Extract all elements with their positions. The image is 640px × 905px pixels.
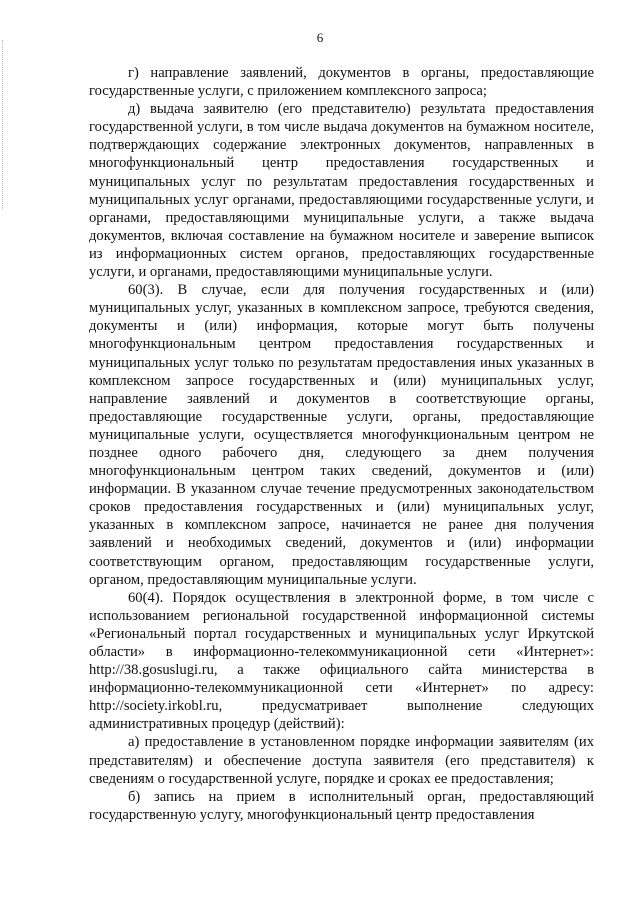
page-number: 6 xyxy=(316,30,324,45)
paragraph-item-g: г) направление заявлений, документов в органы, предоставляющие государственные услуги, с приложением комплексного запроса; xyxy=(89,65,594,100)
document-body xyxy=(89,64,594,824)
paragraph-60-3: 60(3). В случае, если для получения государственных и (или) муниципальных услуг, указанных в комплексном запросе, требуются сведения, документы и (или) информация, которые могут быть получены многофункциональным центром предоставления государственных и муниципальных услуг только по результатам предоставления иных указанных в комплексном запросе государственных и (или) муниципальных услуг, направление заявлений и документов в соответствующие органы, предоставляющие государственные услуги, органы, предоставляющие муниципальные услуги, осуществляется многофункциональным центром не позднее одного рабочего дня, следующего за днем получения многофункциональным центром таких сведений, документов и (или) информации. В указанном случае течение предусмотренных законодательством сроков предоставления государственных и (или) муниципальных услуг, указанных в комплексном запросе, начинается не ранее дня получения заявлений и необходимых сведений, документов и (или) информации соответствующим органом, предоставляющим государственные услуги, органом, предоставляющим муниципальные услуги. xyxy=(89,282,594,588)
paragraph-item-d: д) выдача заявителю (его представителю) результата предоставления государственной услуги, в том числе выдача документов на бумажном носителе, подтверждающих содержание электронных документов, направленных в многофункциональный центр предоставления государственных и муниципальных услуг по результатам предоставления государственных и муниципальных услуг органами, предоставляющими государственные услуги, и органами, предоставляющими муниципальные услуги, а также выдача документов, включая составление на бумажном носителе и заверение выписок из информационных систем органов, предоставляющих государственные услуги, и органами, предоставляющими муниципальные услуги. xyxy=(89,101,594,281)
paragraph-item-a: а) предоставление в установленном порядке информации заявителям (их представителям) и обеспечение доступа заявителя (его представителя) к сведениям о государственной услуге, порядке и сроках ее предоставления; xyxy=(89,734,594,787)
scan-edge-mark xyxy=(2,40,4,210)
paragraph-60-4: 60(4). Порядок осуществления в электронной форме, в том числе с использованием региональной государственной информационной системы «Региональный портал государственных и муниципальных услуг Иркутской области» в информационно-телекоммуникационной сети «Интернет»: http://38.gosuslugi.ru, а также официального сайта министерства в информационно-телекоммуникационной сети «Интернет» по адресу: http://society.irkobl.ru, предусматривает выполнение следующих административных процедур (действий): xyxy=(89,589,594,733)
paragraph-item-b: б) запись на прием в исполнительный орган, предоставляющий государственную услугу, многофункциональный центр предоставления xyxy=(89,788,594,823)
